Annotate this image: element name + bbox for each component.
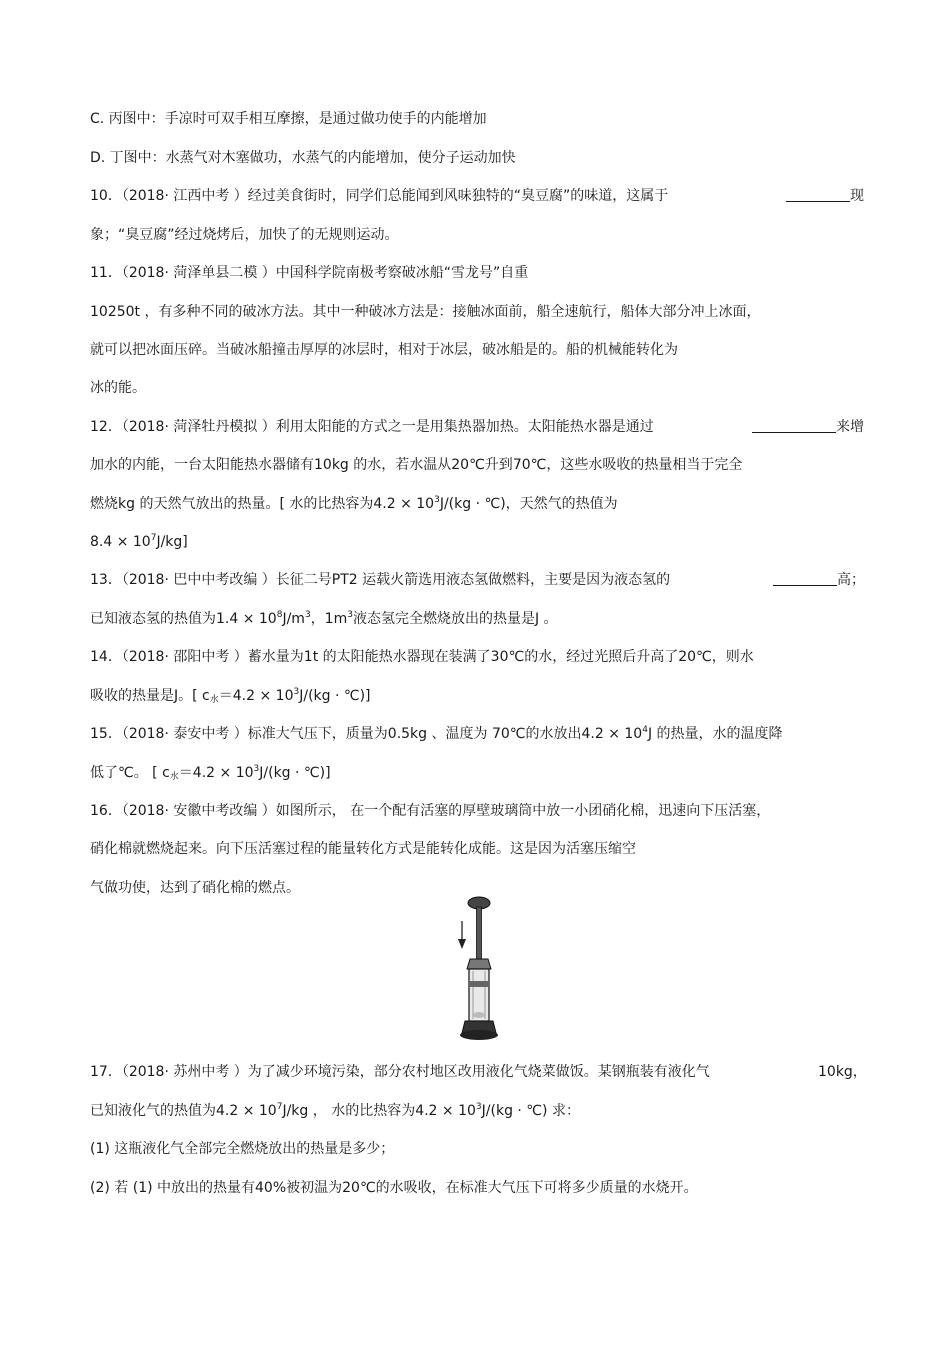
question-12-line-3: 燃烧kg 的天然气放出的热量。[ 水的比热容为$4.2 \times 10^3J/(kg$ · ℃)，天然气的热值为 — [90, 495, 618, 512]
question-14-line-2: 吸收的热量是J。[ $c_水=4.2 \times 10^3J/(kg$ · ℃)] — [90, 687, 371, 705]
question-13-line-1: 13．（2018· 巴中中考改编 ）长征二号PT2 运载火箭选用液态氢做燃料，主要是因为液态氢的 — [90, 572, 671, 588]
question-11-line-2: 10250t ，有多种不同的破冰方法。其中一种破冰方法是：接触冰面前，船全速航行，船体大部分冲上冰面， — [90, 304, 761, 320]
question-12-line-2: 加水的内能，一台太阳能热水器储有10kg 的水，若水温从20℃升到70℃，这些水吸收的热量相当于完全 — [90, 457, 743, 473]
question-12-line-1: 12．（2018· 菏泽牡丹模拟 ）利用太阳能的方式之一是用集热器加热。太阳能热水器是通过 — [90, 419, 654, 435]
question-16-line-2: 硝化棉就燃烧起来。向下压活塞过程的能量转化方式是能转化成能。这是因为活塞压缩空 — [90, 841, 636, 857]
option-d: D. 丁图中：水蒸气对木塞做功，水蒸气的内能增加，使分子运动加快 — [90, 150, 516, 166]
question-12-blank-1: 来增 — [752, 417, 864, 437]
question-14-line-1: 14．（2018· 邵阳中考 ）蓄水量为1t 的太阳能热水器现在装满了30℃的水，经过光照后升高了20℃，则水 — [90, 649, 754, 665]
question-17-part-2: (2) 若 (1) 中放出的热量有40%被初温为20℃的水吸收，在标准大气压下可将多少质量的水烧开。 — [90, 1180, 698, 1196]
question-11-line-4: 冰的能。 — [90, 380, 146, 396]
question-11-line-3: 就可以把冰面压碎。当破冰船撞击厚厚的冰层时，相对于冰层，破冰船是的。船的机械能转化为 — [90, 342, 678, 358]
question-16-line-3: 气做功使，达到了硝化棉的燃点。 — [90, 880, 300, 896]
question-17-mass: 10kg， — [818, 1064, 867, 1080]
question-13-blank-1: 高； — [773, 570, 865, 590]
question-10-blank-1: 现 — [786, 186, 864, 206]
question-13-line-2: 已知液态氢的热值为$1.4 \times 10^8J/m^3$，$1m^3$液态氢完全燃烧放出的热量是J 。 — [90, 610, 558, 627]
option-c: C. 丙图中：手凉时可双手相互摩擦，是通过做功使手的内能增加 — [90, 111, 487, 127]
question-15-line-2: 低了℃。 [ $c_水=4.2 \times 10^3J/(kg$ · ℃)] — [90, 764, 331, 782]
question-10-line-2: 象；“臭豆腐”经过烧烤后，加快了的无规则运动。 — [90, 227, 399, 243]
question-17-line-2: 已知液化气的热值为$4.2 \times 10^7J/kg$ ， 水的比热容为$4.2 \times 10^3J/(kg$ · ℃) 求： — [90, 1102, 580, 1119]
question-11-line-1: 11．（2018· 菏泽单县二模 ）中国科学院南极考察破冰船“雪龙号”自重 — [90, 265, 529, 281]
piston-glass-cylinder-icon — [448, 893, 498, 1041]
question-16-line-1: 16．（2018· 安徽中考改编 ）如图所示， 在一个配有活塞的厚壁玻璃筒中放一小团硝化棉，迅速向下压活塞， — [90, 803, 771, 819]
question-15-line-1: 15．（2018· 泰安中考 ）标准大气压下，质量为0.5kg 、温度为 70℃的水放出$4.2 \times 10^4J$ 的热量，水的温度降 — [90, 725, 783, 742]
question-17-part-1: (1) 这瓶液化气全部完全燃烧放出的热量是多少； — [90, 1141, 395, 1157]
question-12-line-4: $8.4 \times 10^7J/kg$] — [90, 533, 188, 550]
question-17-line-1: 17．（2018· 苏州中考 ）为了减少环境污染，部分农村地区改用液化气烧菜做饭。某钢瓶装有液化气 — [90, 1064, 710, 1080]
question-10-line-1: 10．（2018· 江西中考 ）经过美食街时，同学们总能闻到风味独特的“臭豆腐”的味道，这属于 — [90, 188, 669, 204]
